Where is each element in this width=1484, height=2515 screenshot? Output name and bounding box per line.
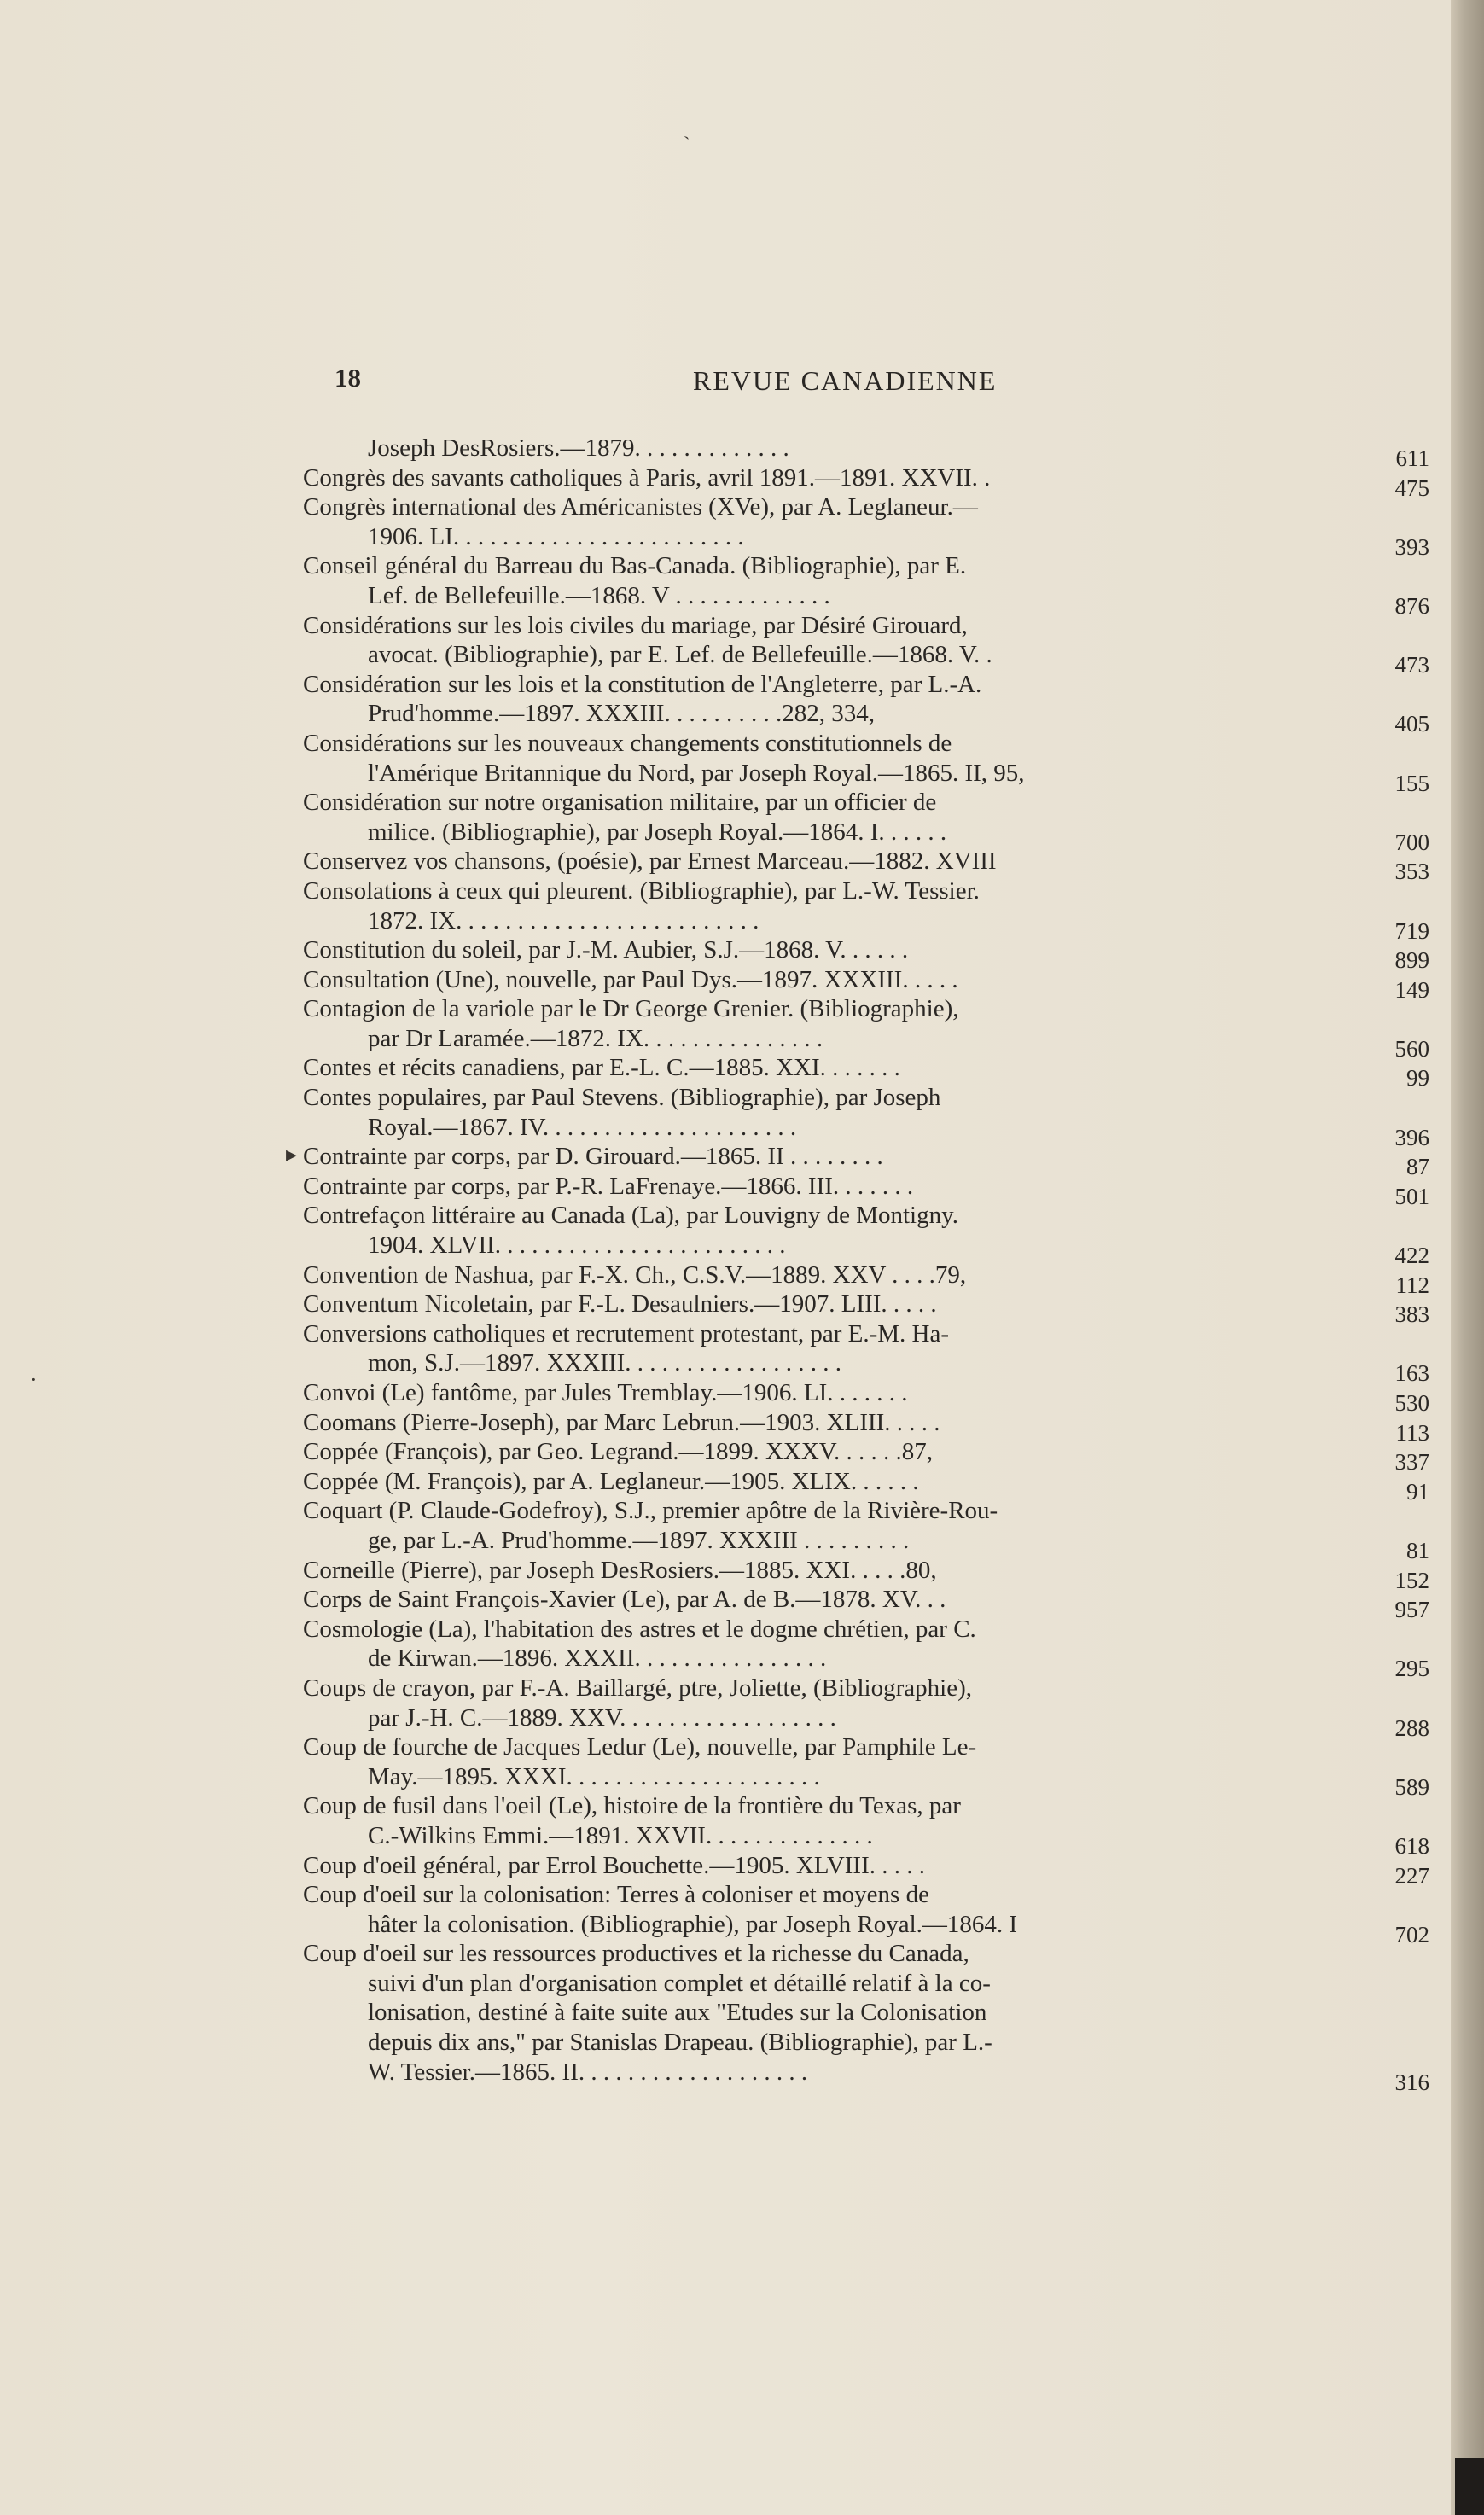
entry-text: lonisation, destiné à faite suite aux "Etudes sur la Colonisation (368, 1999, 987, 2027)
index-entry (303, 1083, 1429, 1150)
entry-line (303, 1024, 1429, 1062)
entry-page-number: 288 (1394, 1715, 1429, 1741)
entry-page-number: 422 (1394, 1243, 1429, 1269)
index-entry (303, 1851, 1429, 1889)
entry-page-number: 396 (1394, 1124, 1429, 1150)
index-entry (303, 1880, 1429, 1947)
entry-page-number: 530 (1394, 1390, 1429, 1416)
index-entry (303, 1201, 1429, 1269)
entry-text: Conversions catholiques et recrutement protestant, par E.-M. Ha- (303, 1319, 949, 1348)
entry-text: Convoi (Le) fantôme, par Jules Tremblay.—1906. LI. . . . . . . (303, 1379, 908, 1406)
entry-line (303, 1319, 1429, 1349)
entry-page-number: 99 (1406, 1065, 1429, 1092)
entry-text: avocat. (Bibliographie), par E. Lef. de Bellefeuille.—1868. V. . (368, 641, 992, 669)
entry-line (303, 994, 1429, 1024)
entry-line (303, 1910, 1429, 1947)
index-entry (303, 670, 1429, 737)
entry-text: Joseph DesRosiers.—1879. . . . . . . . . . . . . (368, 434, 789, 462)
index-entry (303, 876, 1429, 944)
entry-page-number: 589 (1394, 1773, 1429, 1800)
entry-line (303, 906, 1429, 944)
entry-text: Contrainte par corps, par D. Girouard.—1865. II . . . . . . . . (303, 1143, 883, 1171)
entry-line (303, 492, 1429, 522)
index-entry (303, 729, 1429, 796)
entry-line (303, 1762, 1429, 1800)
page-number: 18 (335, 363, 361, 393)
index-entry (303, 492, 1429, 560)
entry-text: Considérations sur les lois civiles du mariage, par Désiré Girouard, (303, 611, 968, 639)
entry-line (303, 729, 1429, 759)
entry-line (303, 1851, 1429, 1889)
entry-line (303, 581, 1429, 619)
entry-line (303, 522, 1429, 560)
entry-line (303, 847, 1429, 885)
entry-page-number: 475 (1394, 474, 1429, 501)
entry-line (303, 1378, 1429, 1416)
entry-line (303, 1053, 1429, 1092)
index-entry (303, 1319, 1429, 1387)
entry-line (303, 1585, 1429, 1623)
entry-text: Conseil général du Barreau du Bas-Canada. (Bibliographie), par E. (303, 552, 967, 580)
entry-line (303, 788, 1429, 818)
entry-page-number: 618 (1394, 1832, 1429, 1859)
entry-line (303, 1496, 1429, 1526)
entry-page-number: 149 (1394, 976, 1429, 1003)
running-head: REVUE CANADIENNE (693, 365, 998, 396)
entry-text: Coup de fusil dans l'oeil (Le), histoire de la frontière du Texas, par (303, 1792, 961, 1820)
entry-line (303, 1674, 1429, 1703)
entry-text: mon, S.J.—1897. XXXIII. . . . . . . . . . . . . . . . . . (368, 1349, 842, 1377)
index-entry (303, 935, 1429, 974)
entry-text: Contes et récits canadiens, par E.-L. C.—1885. XXI. . . . . . . (303, 1054, 900, 1082)
entry-line (303, 1998, 1429, 2028)
entry-text: Consultation (Une), nouvelle, par Paul Dys.—1897. XXXIII. . . . . (303, 965, 958, 993)
entry-text: Contrainte par corps, par P.-R. LaFrenaye.—1866. III. . . . . . . (303, 1172, 914, 1200)
entry-text: Coups de crayon, par F.-A. Baillargé, ptre, Joliette, (Bibliographie), (303, 1674, 972, 1702)
entry-page-number: 155 (1394, 770, 1429, 796)
index-entry (303, 847, 1429, 885)
entry-text: Contrefaçon littéraire au Canada (La), par Louvigny de Montigny. (303, 1202, 958, 1230)
entry-line (303, 1526, 1429, 1563)
entry-text: Prud'homme.—1897. XXXIII. . . . . . . . . .282, 334, (368, 700, 876, 728)
entry-line (303, 1083, 1429, 1113)
entry-text: Coup de fourche de Jacques Ledur (Le), nouvelle, par Pamphile Le- (303, 1733, 977, 1761)
entry-page-number: 163 (1394, 1360, 1429, 1387)
entry-text: C.-Wilkins Emmi.—1891. XXVII. . . . . . . . . . . . . . (368, 1821, 873, 1849)
entry-text: depuis dix ans," par Stanislas Drapeau. (Bibliographie), par L.- (368, 2029, 992, 2057)
entry-page-number: 405 (1394, 711, 1429, 737)
index-entry (303, 1408, 1429, 1446)
entry-page-number: 611 (1395, 445, 1429, 471)
index-entry (303, 611, 1429, 678)
entry-page-number: 700 (1394, 829, 1429, 855)
index-entry (303, 1378, 1429, 1416)
index-entry (303, 1791, 1429, 1859)
index-entry (303, 434, 1429, 471)
entry-text: suivi d'un plan d'organisation complet et détaillé relatif à la co- (368, 1969, 991, 1997)
entry-line (303, 1880, 1429, 1910)
page-edge-shadow (1451, 0, 1484, 2515)
entry-text: milice. (Bibliographie), par Joseph Royal.—1864. I. . . . . . (368, 818, 947, 846)
entry-line (303, 1969, 1429, 1999)
entry-page-number: 383 (1394, 1301, 1429, 1328)
entry-line (303, 1791, 1429, 1821)
entry-page-number: 560 (1394, 1035, 1429, 1062)
entry-line (303, 1939, 1429, 1969)
entry-text: de Kirwan.—1896. XXXII. . . . . . . . . . . . . . . . (368, 1645, 827, 1673)
entry-line (303, 2028, 1429, 2058)
index-entry (303, 463, 1429, 501)
entry-text: Coppée (François), par Geo. Legrand.—1899. XXXV. . . . . .87, (303, 1438, 934, 1466)
entry-line (303, 1467, 1429, 1505)
entry-line (303, 1437, 1429, 1476)
entry-text: l'Amérique Britannique du Nord, par Joseph Royal.—1865. II, 95, (368, 759, 1025, 787)
entry-text: Considérations sur les nouveaux changements constitutionnels de (303, 729, 952, 757)
entry-line (303, 551, 1429, 581)
entry-page-number: 899 (1394, 947, 1429, 974)
entry-line (303, 759, 1429, 796)
index-entry (303, 1172, 1429, 1209)
entry-text: Lef. de Bellefeuille.—1868. V . . . . . . . . . . . . . (368, 581, 830, 609)
entry-text: May.—1895. XXXI. . . . . . . . . . . . . . . . . . . . . (368, 1762, 820, 1790)
entry-text: par J.-H. C.—1889. XXV. . . . . . . . . . . . . . . . . . (368, 1703, 836, 1732)
entry-line (303, 1142, 1429, 1180)
entry-line (303, 1408, 1429, 1446)
index-entry (303, 1585, 1429, 1623)
index-entry (303, 1142, 1429, 1180)
entry-text: Contagion de la variole par le Dr George Grenier. (Bibliographie), (303, 995, 959, 1023)
entry-line (303, 1260, 1429, 1298)
entry-text: 1872. IX. . . . . . . . . . . . . . . . . . . . . . . . . (368, 906, 759, 934)
entry-text: Coomans (Pierre-Joseph), par Marc Lebrun.—1903. XLIII. . . . . (303, 1408, 940, 1436)
entry-line (303, 818, 1429, 855)
entry-line (303, 965, 1429, 1003)
entry-line (303, 611, 1429, 641)
index-entry (303, 1496, 1429, 1563)
entry-text: hâter la colonisation. (Bibliographie), par Joseph Royal.—1864. I (368, 1910, 1018, 1938)
entry-page-number: 87 (1406, 1154, 1429, 1180)
entry-text: Conventum Nicoletain, par F.-L. Desaulniers.—1907. LIII. . . . . (303, 1290, 937, 1319)
entry-page-number: 393 (1394, 533, 1429, 560)
entry-line (303, 640, 1429, 678)
entry-text: 1906. LI. . . . . . . . . . . . . . . . . . . . . . . . (368, 522, 744, 550)
entry-line (303, 1113, 1429, 1150)
entry-line (303, 2058, 1429, 2095)
entry-page-number: 473 (1394, 652, 1429, 678)
entry-text: Congrès international des Américanistes (XVe), par A. Leglaneur.— (303, 493, 978, 521)
entry-text: 1904. XLVII. . . . . . . . . . . . . . . . . . . . . . . . (368, 1231, 786, 1260)
entry-text: Coup d'oeil sur la colonisation: Terres à coloniser et moyens de (303, 1881, 929, 1909)
page-corner-dark (1455, 2458, 1484, 2515)
entry-page-number: 91 (1406, 1478, 1429, 1505)
entry-page-number: 702 (1394, 1921, 1429, 1947)
index-entry (303, 1260, 1429, 1298)
entry-line (303, 1348, 1429, 1387)
entry-text: Considération sur notre organisation militaire, par un officier de (303, 789, 937, 817)
entry-line (303, 1644, 1429, 1682)
entry-text: Contes populaires, par Paul Stevens. (Bibliographie), par Joseph (303, 1084, 941, 1112)
entry-line (303, 434, 1429, 471)
margin-mark: · (30, 1367, 38, 1392)
index-entry (303, 1437, 1429, 1476)
entry-text: Corps de Saint François-Xavier (Le), par A. de B.—1878. XV. . . (303, 1586, 946, 1614)
entry-page-number: 316 (1394, 2069, 1429, 2095)
entry-line (303, 1231, 1429, 1269)
entry-text: Congrès des savants catholiques à Paris, avril 1891.—1891. XXVII. . (303, 463, 991, 492)
entry-text: ge, par L.-A. Prud'homme.—1897. XXXIII . . . . . . . . . (368, 1526, 910, 1554)
entry-line (303, 1821, 1429, 1859)
entry-page-number: 113 (1395, 1419, 1429, 1446)
entry-text: Coppée (M. François), par A. Leglaneur.—1905. XLIX. . . . . . (303, 1467, 919, 1495)
entry-line (303, 1556, 1429, 1593)
entry-line (303, 876, 1429, 906)
entry-page-number: 353 (1394, 859, 1429, 885)
index-entry (303, 1939, 1429, 2095)
entry-line (303, 1732, 1429, 1762)
entry-text: Conservez vos chansons, (poésie), par Ernest Marceau.—1882. XVIII (303, 847, 997, 876)
entry-page-number: 152 (1394, 1567, 1429, 1593)
ink-speck: ` (683, 132, 690, 157)
entry-page-number: 719 (1394, 917, 1429, 944)
index-entry (303, 1053, 1429, 1092)
index-entry (303, 551, 1429, 619)
index-entry (303, 1732, 1429, 1800)
entry-line (303, 935, 1429, 974)
entry-text: Cosmologie (La), l'habitation des astres et le dogme chrétien, par C. (303, 1615, 976, 1643)
entry-page-number: 957 (1394, 1597, 1429, 1623)
entry-page-number: 337 (1394, 1449, 1429, 1476)
entry-line (303, 1290, 1429, 1328)
entry-text: Considération sur les lois et la constitution de l'Angleterre, par L.-A. (303, 670, 982, 698)
entry-line (303, 463, 1429, 501)
index-entry (303, 1467, 1429, 1505)
entry-text: par Dr Laramée.—1872. IX. . . . . . . . . . . . . . . (368, 1024, 823, 1052)
entry-page-number: 876 (1394, 592, 1429, 619)
entry-text: Coup d'oeil sur les ressources productives et la richesse du Canada, (303, 1940, 969, 1968)
index-entry (303, 965, 1429, 1003)
entry-line (303, 1172, 1429, 1209)
entry-text: Consolations à ceux qui pleurent. (Bibliographie), par L.-W. Tessier. (303, 876, 980, 905)
page-header (335, 363, 1405, 405)
index-entry (303, 1674, 1429, 1741)
entry-page-number: 501 (1394, 1183, 1429, 1209)
entry-text: Coup d'oeil général, par Errol Bouchette.—1905. XLVIII. . . . . (303, 1851, 925, 1879)
index-entry (303, 1290, 1429, 1328)
entry-text: Royal.—1867. IV. . . . . . . . . . . . . . . . . . . . . (368, 1113, 797, 1141)
entry-line (303, 1201, 1429, 1231)
index-entries (303, 434, 1429, 2095)
entry-page-number: 227 (1394, 1862, 1429, 1889)
index-entry (303, 1615, 1429, 1682)
entry-page-number: 81 (1406, 1537, 1429, 1563)
margin-mark: ▸ (286, 1142, 298, 1167)
entry-line (303, 1615, 1429, 1645)
entry-page-number: 295 (1394, 1656, 1429, 1682)
index-entry (303, 994, 1429, 1062)
entry-text: Convention de Nashua, par F.-X. Ch., C.S.V.—1889. XXV . . . .79, (303, 1260, 967, 1289)
index-entry (303, 788, 1429, 855)
entry-text: Coquart (P. Claude-Godefroy), S.J., premier apôtre de la Rivière-Rou- (303, 1497, 998, 1525)
entry-text: Constitution du soleil, par J.-M. Aubier, S.J.—1868. V. . . . . . (303, 936, 909, 964)
entry-line (303, 699, 1429, 737)
entry-line (303, 670, 1429, 700)
entry-text: W. Tessier.—1865. II. . . . . . . . . . . . . . . . . . . (368, 2058, 808, 2086)
entry-line (303, 1703, 1429, 1741)
entry-page-number: 112 (1395, 1272, 1429, 1298)
index-entry (303, 1556, 1429, 1593)
entry-text: Corneille (Pierre), par Joseph DesRosiers.—1885. XXI. . . . .80, (303, 1556, 937, 1584)
